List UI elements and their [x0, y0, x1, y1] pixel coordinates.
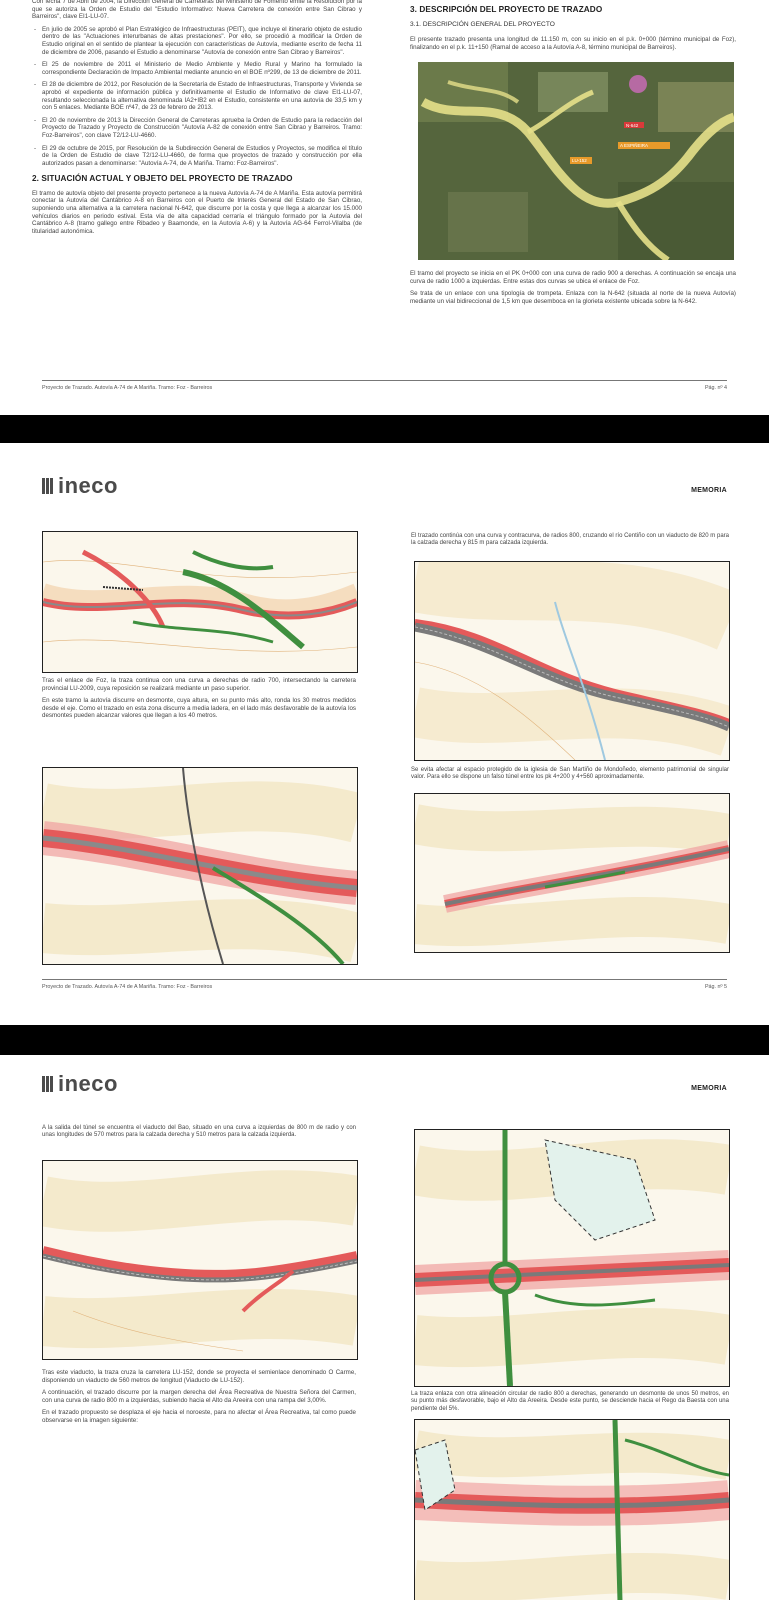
section-3-heading: 3. DESCRIPCIÓN DEL PROYECTO DE TRAZADO [410, 5, 603, 14]
logo-text: ineco [58, 1071, 118, 1096]
list-item: - En julio de 2005 se aprobó el Plan Estratégico de Infraestructuras (PEIT), que incluye el itinerario objeto de estudio dentro de las "Actuaciones interurbanas de altas prestaciones". Por ello, se procedió a modificar la Orden de Estudio original en el sentido de plantear la ejecución con características de Autovía, mediante escrito de fecha 11 de diciembre de 2006, pasando el Estudio a denominarse "Autovía de conexión entre San Cibrao y Barreiros". [32, 26, 362, 56]
paragraph: Con fecha 7 de Abril de 2004, la Dirección General de Carreteras del Ministerio de Fomento emite la Resolución por la que se autoriza la Orden de Estudio del "Estudio Informativo: Nueva Carretera de conexión entre San Cibrao y Barreiros", clave EI1-LU-07. [32, 0, 362, 21]
paragraph: El tramo de autovía objeto del presente proyecto pertenece a la nueva Autovía A-74 de A Mariña. Esta autovía permitirá conectar la Autovía del Cantábrico A-8 en Barreiros con el Puerto de Interés General del Estado de San Cibrao, suponiendo una alternativa a la carretera nacional N-642, que discurre por la costa y que llega a alcanzar los 15.000 vehículos diarios en periodo estival. Esta vía de alta capacidad cerraría el triángulo formado por la Autovía del Cantábrico A-8 (tramo gallego entre Ribadeo y Baamonde, en la Autovía A-6) y la Autovía AG-64 Ferrol-Vilalba (de titularidad autonómica. [32, 189, 362, 235]
subsection-3-1-heading: 3.1. DESCRIPCIÓN GENERAL DEL PROYECTO [410, 20, 555, 28]
paragraph: El presente trazado presenta una longitud de 11.150 m, con su inicio en el p.k. 0+000 (término municipal de Foz), finalizando en el p.k. 11+150 (Ramal de acceso a la Autovía A-8, término municipal de Barreiros). [410, 36, 736, 51]
interchange-plan-figure [42, 531, 358, 673]
paragraph: Tras este viaducto, la traza cruza la carretera LU-152, donde se proyecta el semienlace denominado O Carme, disponiendo un viaducto de 560 metros de longitud (Viaducto de LU-152). [42, 1369, 356, 1384]
footer-title: Proyecto de Trazado. Autovía A-74 de A Mariña. Tramo: Foz - Barreiros [42, 984, 213, 990]
o-carme-interchange-figure [414, 1129, 730, 1387]
memoria-label: MEMORIA [691, 1085, 727, 1092]
caption-viaduct: El trazado continúa con una curva y contracurva, de radios 800, cruzando el río Centiño con un viaducto de 820 m para la calzada derecha y 815 m para calzada izquierda. [411, 533, 729, 547]
left-text-block [42, 1369, 356, 1430]
ineco-logo [42, 1071, 118, 1098]
document-page-6 [0, 1055, 769, 1600]
paragraph: En este tramo la autovía discurre en desmonte, cuya altura, en su punto más alto, ronda los 30 metros medidos desde el eje. Como el trazado en esta zona discurre a media ladera, en el lado más desfavorable de la autovía los desmontes pueden alcanzar valores que llegan a los 40 metros. [42, 697, 356, 720]
map-label-n642: N-642 [626, 123, 639, 128]
page-footer [42, 380, 727, 391]
page-footer [42, 979, 727, 990]
false-tunnel-figure [414, 793, 730, 953]
caption-tunnel: Se evita afectar al espacio protegido de la iglesia de San Martiño de Mondoñedo, elemento patrimonial de singular valor. Para ello se dispone un falso túnel entre los pk 4+200 y 4+560 aproximadamente. [411, 767, 729, 781]
viaduct-plan-figure [414, 561, 730, 761]
memoria-label: MEMORIA [691, 487, 727, 494]
paragraph: Tras el enlace de Foz, la traza continua con una curva a derechas de radio 700, intersectando la carretera provincial LU-2009, cuya reposición se realizará mediante un paso superior. [42, 677, 356, 692]
map-label-lu152: LU-152 [572, 158, 587, 163]
paragraph: Se trata de un enlace con una tipología de trompeta. Enlaza con la N-642 (situada al norte de la nueva Autovía) mediante un vial bidireccional de 1,5 km que desemboca en la glorieta existente ubicada sobre la N-642. [410, 290, 736, 305]
section-2-heading: 2. SITUACIÓN ACTUAL Y OBJETO DEL PROYECTO DE TRAZADO [32, 174, 293, 184]
caption-bao-viaduct: A la salida del túnel se encuentra el viaducto del Bao, situado en una curva a izquierdas de 800 m de radio y con unas longitudes de 570 metros para la calzada derecha y 510 metros para la calzada izquierda. [42, 1125, 356, 1139]
list-item: - El 25 de noviembre de 2011 el Ministerio de Medio Ambiente y Medio Rural y Marino ha formulado la correspondiente Declaración de Impacto Ambiental mediante anuncio en el BOE nº299, de 13 de diciembre de 2011. [32, 61, 362, 76]
plan-drawing [43, 768, 357, 964]
page-number: Pág. nº 5 [704, 984, 727, 990]
cut-section-figure [42, 767, 358, 965]
caption-alto-areeira: La traza enlaza con otra alineación circular de radio 800 a derechas, generando un desmonte de unos 50 metros, en su punto más desfavorable, bajo el Alto da Areeira. Desde este punto, se desciende hacia el Rego da Baesta con una pendiente del 5%. [411, 1391, 729, 1412]
plan-drawing [415, 794, 729, 952]
page-number: Pág. nº 4 [704, 385, 727, 391]
map-label-espineira: A ESPIÑEIRA [620, 143, 649, 148]
document-page-4 [0, 0, 769, 415]
plan-drawing [43, 532, 357, 672]
left-column [32, 0, 362, 240]
footer-title: Proyecto de Trazado. Autovía A-74 de A Mariña. Tramo: Foz - Barreiros [42, 385, 213, 391]
paragraph: El tramo del proyecto se inicia en el PK 0+000 con una curva de radio 900 a derechas. A continuación se encaja una curva de radio 1000 a izquierdas. Entre estas dos curvas se ubica el enlace de Foz. [410, 270, 736, 285]
recreation-area-figure [414, 1419, 730, 1600]
satellite-map-figure [418, 62, 734, 260]
plan-drawing [415, 1130, 729, 1386]
list-item: - El 28 de diciembre de 2012, por Resolución de la Secretaría de Estado de Infraestructuras, Transporte y Vivienda se aprobó el expediente de información pública y definitivamente el Estudio de Informativo de clave EI1-LU-07, resultando seleccionada la alternativa denominada IA2+IB2 en el Estudio, consistente en una autovía de 33,5 km y con 5 enlaces. Mediante BOE nº47, de 23 de febrero de 2013. [32, 81, 362, 111]
right-column [410, 6, 736, 56]
plan-drawing [415, 562, 729, 760]
list-item: - El 29 de octubre de 2015, por Resolución de la Subdirección General de Estudios y Proyectos, se modifica el título de la Orden de Estudio de clave T2/12-LU-4660, de forma que proyectos de trazado y construcción por ella autorizados pasan a denominarse: "Autovía A-74, de A Mariña. Tramo: Foz-Barreiros". [32, 145, 362, 168]
plan-drawing [43, 1161, 357, 1359]
ineco-logo [42, 473, 118, 500]
list-item: - El 20 de noviembre de 2013 la Dirección General de Carreteras aprueba la Orden de Estudio para la redacción del Proyecto de Trazado y Proyecto de Construcción "Autovía A-82 de conexión entre San Cibrao y Barreiros. Tramo: Foz-Barreiros", con clave T2/12-LU-4660. [32, 117, 362, 140]
document-page-5 [0, 443, 769, 1025]
paragraph: En el trazado propuesto se desplaza el eje hacia el noroeste, para no afectar el Área Recreativa, tal como puede observarse en la imagen siguiente: [42, 1409, 356, 1424]
logo-bars-icon [42, 1072, 54, 1098]
right-column-lower [410, 270, 736, 310]
paragraph: A continuación, el trazado discurre por la margen derecha del Área Recreativa de Nuestra Señora del Carmen, con una curva de radio 800 m a izquierdas, subiendo hacia el Alto da Areeira con una rampa del 3,00%. [42, 1389, 356, 1404]
bao-viaduct-figure [42, 1160, 358, 1360]
left-text-block [42, 677, 356, 725]
logo-bars-icon [42, 474, 54, 500]
satellite-map [418, 62, 734, 260]
plan-drawing [415, 1420, 729, 1600]
logo-text: ineco [58, 473, 118, 498]
